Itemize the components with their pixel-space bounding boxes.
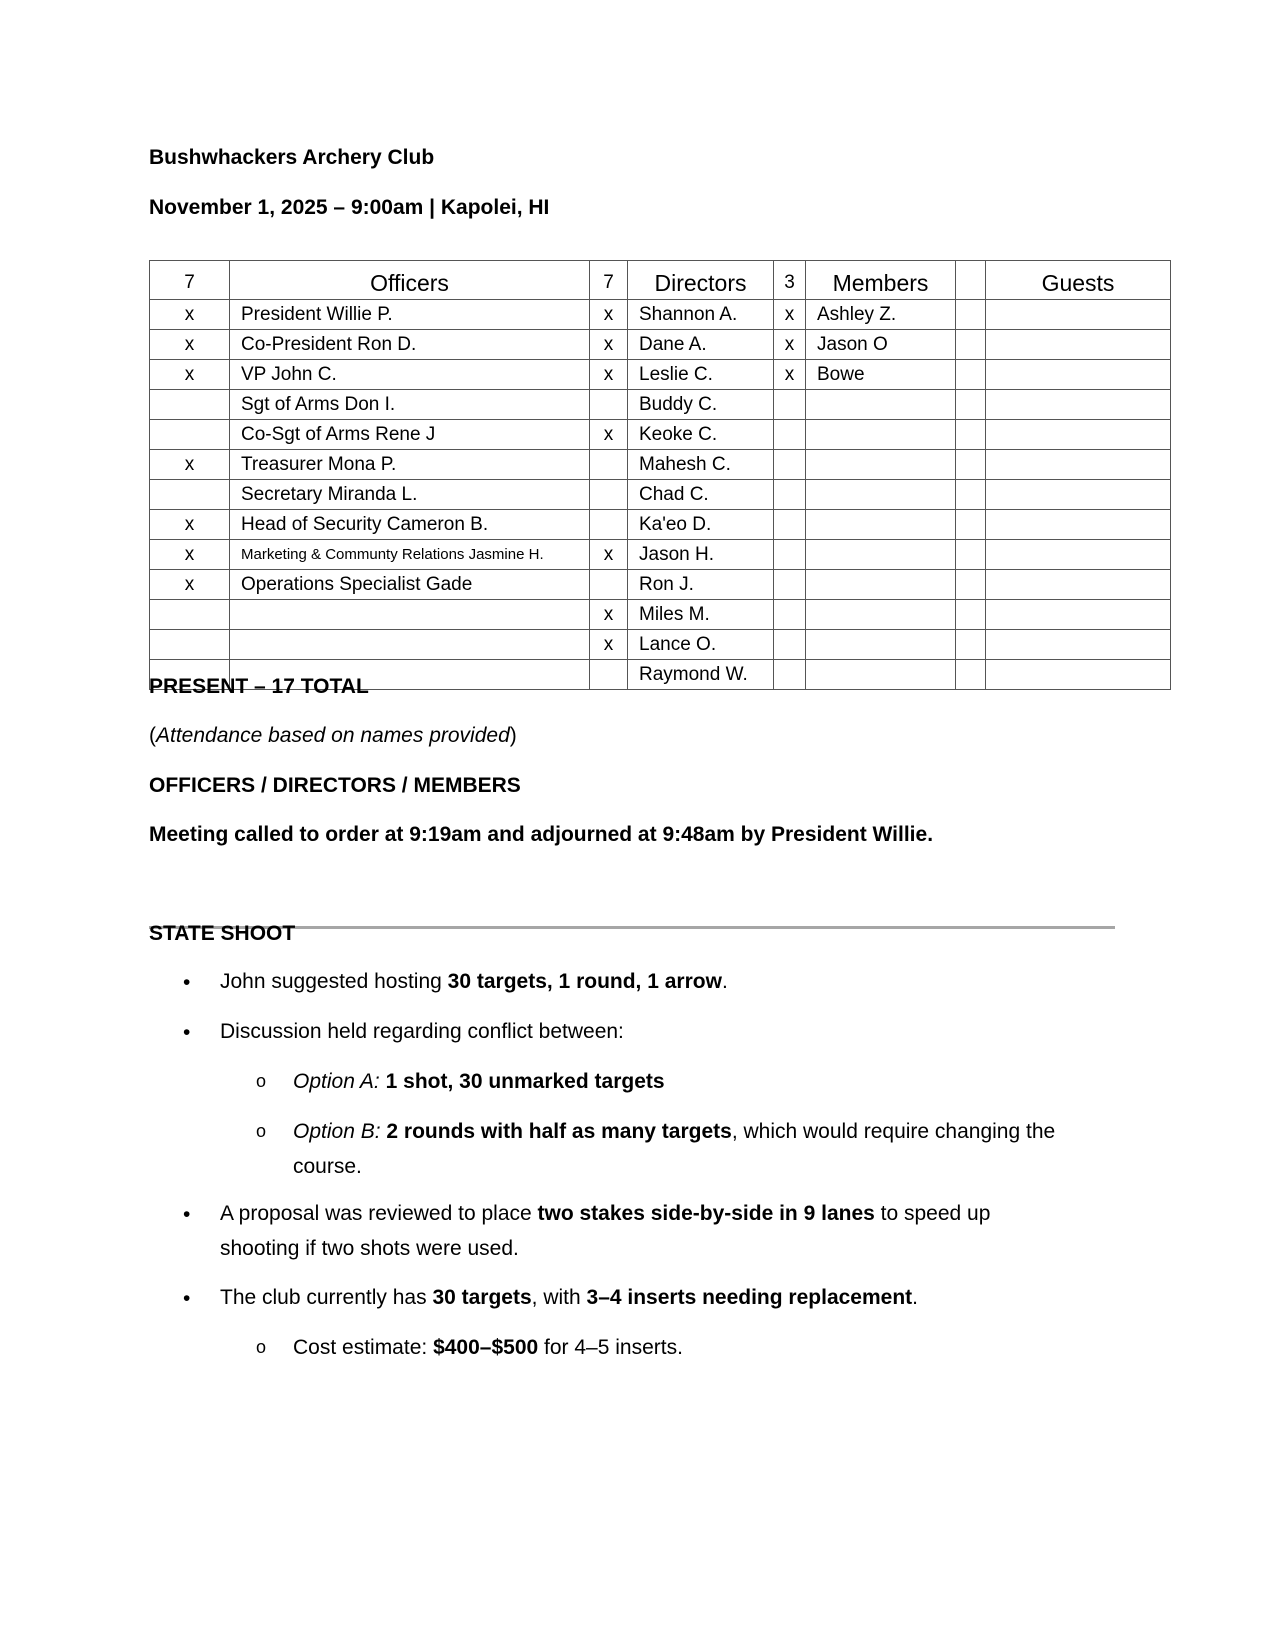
text: to speed up shooting if two shots were used. [220, 1202, 991, 1260]
director-name: Miles M. [628, 600, 774, 630]
bold-text: 3–4 inserts needing replacement [586, 1286, 913, 1309]
guest-name [986, 630, 1171, 660]
text: Cost estimate: [293, 1336, 434, 1359]
present-total: PRESENT – 17 TOTAL [149, 675, 369, 698]
italic-text: Option B: [293, 1120, 381, 1143]
director-mark [590, 390, 628, 420]
member-name: Bowe [806, 360, 956, 390]
director-name: Mahesh C. [628, 450, 774, 480]
member-name [806, 420, 956, 450]
member-name: Ashley Z. [806, 300, 956, 330]
state-shoot-title: STATE SHOOT [149, 922, 296, 945]
officer-mark [150, 630, 230, 660]
member-mark [774, 420, 806, 450]
guest-mark [956, 450, 986, 480]
call-to-order: Meeting called to order at 9:19am and adjourned at 9:48am by President Willie. [149, 823, 934, 846]
member-name [806, 630, 956, 660]
bullet-icon: • [183, 1203, 191, 1226]
table-row [150, 330, 1171, 360]
directors-count: 7 [590, 261, 628, 300]
bold-text: 30 targets, 1 round, 1 arrow [447, 970, 722, 993]
officer-mark [150, 390, 230, 420]
officer-name: Sgt of Arms Don I. [230, 390, 590, 420]
member-mark [774, 600, 806, 630]
officer-mark: x [150, 330, 230, 360]
guest-mark [956, 300, 986, 330]
guest-mark [956, 510, 986, 540]
bold-text: two stakes side-by-side in 9 lanes [537, 1202, 875, 1225]
guest-name [986, 300, 1171, 330]
officer-mark: x [150, 510, 230, 540]
list-item [293, 1114, 1103, 1184]
text: . [721, 970, 728, 993]
text: , with [531, 1286, 587, 1309]
member-mark [774, 510, 806, 540]
guest-name [986, 540, 1171, 570]
guest-name [986, 390, 1171, 420]
member-mark [774, 630, 806, 660]
bold-text: 1 shot, 30 unmarked targets [385, 1070, 665, 1093]
member-mark [774, 450, 806, 480]
guest-mark [956, 660, 986, 690]
director-mark: x [590, 540, 628, 570]
officer-mark [150, 600, 230, 630]
member-name [806, 450, 956, 480]
director-name: Keoke C. [628, 420, 774, 450]
officer-name: Head of Security Cameron B. [230, 510, 590, 540]
member-mark [774, 660, 806, 690]
director-mark [590, 660, 628, 690]
director-mark: x [590, 420, 628, 450]
groups-heading: OFFICERS / DIRECTORS / MEMBERS [149, 774, 521, 797]
guest-name [986, 450, 1171, 480]
director-name: Chad C. [628, 480, 774, 510]
member-name [806, 390, 956, 420]
officers-header: Officers [230, 261, 590, 300]
paren-open: ( [149, 724, 156, 747]
director-name: Dane A. [628, 330, 774, 360]
director-mark [590, 510, 628, 540]
attendance-note [149, 724, 517, 748]
officer-name: Co-President Ron D. [230, 330, 590, 360]
list-item [293, 1064, 1113, 1099]
list-item [220, 1280, 1120, 1315]
text: John suggested hosting [220, 970, 448, 993]
guest-mark [956, 330, 986, 360]
attendance-table [149, 260, 1171, 690]
guests-count [956, 261, 986, 300]
member-mark [774, 540, 806, 570]
guest-name [986, 480, 1171, 510]
officer-name: President Willie P. [230, 300, 590, 330]
paren-close: ) [509, 724, 517, 747]
guest-mark [956, 390, 986, 420]
officer-name [230, 630, 590, 660]
member-name [806, 480, 956, 510]
officers-count: 7 [150, 261, 230, 300]
member-name [806, 660, 956, 690]
list-item [293, 1330, 1113, 1365]
officer-mark [150, 480, 230, 510]
director-name: Lance O. [628, 630, 774, 660]
table-row [150, 510, 1171, 540]
guests-header: Guests [986, 261, 1171, 300]
directors-header: Directors [628, 261, 774, 300]
director-mark [590, 450, 628, 480]
director-mark [590, 570, 628, 600]
director-name: Ron J. [628, 570, 774, 600]
officer-mark: x [150, 360, 230, 390]
officer-mark: x [150, 300, 230, 330]
bold-text: 30 targets [432, 1286, 532, 1309]
bullet-icon: • [183, 1021, 191, 1044]
member-mark: x [774, 300, 806, 330]
officer-name: VP John C. [230, 360, 590, 390]
member-name [806, 510, 956, 540]
guest-name [986, 330, 1171, 360]
guest-mark [956, 600, 986, 630]
table-row [150, 360, 1171, 390]
officer-mark: x [150, 540, 230, 570]
officer-mark [150, 420, 230, 450]
officer-name [230, 600, 590, 630]
director-name: Raymond W. [628, 660, 774, 690]
table-header-row [150, 261, 1171, 300]
list-item: Discussion held regarding conflict between: [220, 1020, 624, 1043]
director-mark: x [590, 600, 628, 630]
officer-mark: x [150, 570, 230, 600]
table-row [150, 540, 1171, 570]
list-item [220, 1196, 1040, 1266]
director-name: Ka'eo D. [628, 510, 774, 540]
director-mark: x [590, 630, 628, 660]
officer-name: Marketing & Communty Relations Jasmine H. [230, 540, 590, 570]
member-mark [774, 480, 806, 510]
meeting-date-location: November 1, 2025 – 9:00am | Kapolei, HI [149, 196, 550, 219]
guest-name [986, 660, 1171, 690]
table-row [150, 570, 1171, 600]
table-row [150, 480, 1171, 510]
guest-name [986, 570, 1171, 600]
guest-name [986, 510, 1171, 540]
table-row [150, 600, 1171, 630]
member-mark: x [774, 330, 806, 360]
text: for 4–5 inserts. [538, 1336, 683, 1359]
bullet-icon: • [183, 1287, 191, 1310]
guest-mark [956, 540, 986, 570]
club-name: Bushwhackers Archery Club [149, 146, 435, 169]
guest-name [986, 600, 1171, 630]
director-mark: x [590, 330, 628, 360]
officer-name: Co-Sgt of Arms Rene J [230, 420, 590, 450]
members-header: Members [806, 261, 956, 300]
text: A proposal was reviewed to place [220, 1202, 538, 1225]
table-row [150, 300, 1171, 330]
guest-name [986, 360, 1171, 390]
table-row [150, 450, 1171, 480]
table-row [150, 630, 1171, 660]
officer-name: Operations Specialist Gade [230, 570, 590, 600]
director-mark: x [590, 360, 628, 390]
member-mark [774, 570, 806, 600]
sub-bullet-icon: o [256, 1121, 267, 1141]
text: . [912, 1286, 918, 1309]
sub-bullet-icon: o [256, 1071, 267, 1091]
list-item [220, 964, 1120, 999]
table-row [150, 420, 1171, 450]
director-mark [590, 480, 628, 510]
member-mark: x [774, 360, 806, 390]
guest-mark [956, 570, 986, 600]
bullet-icon: • [183, 971, 191, 994]
guest-mark [956, 480, 986, 510]
director-name: Buddy C. [628, 390, 774, 420]
officer-name: Treasurer Mona P. [230, 450, 590, 480]
text: The club currently has [220, 1286, 433, 1309]
italic-text: Option A: [293, 1070, 380, 1093]
guest-mark [956, 420, 986, 450]
member-name [806, 600, 956, 630]
director-mark: x [590, 300, 628, 330]
officer-mark: x [150, 450, 230, 480]
table-row [150, 390, 1171, 420]
member-name: Jason O [806, 330, 956, 360]
member-name [806, 570, 956, 600]
bold-text: $400–$500 [433, 1336, 539, 1359]
guest-mark [956, 360, 986, 390]
guest-name [986, 420, 1171, 450]
director-name: Jason H. [628, 540, 774, 570]
text: , which would require changing the course. [293, 1120, 1056, 1178]
director-name: Leslie C. [628, 360, 774, 390]
sub-bullet-icon: o [256, 1337, 267, 1357]
member-mark [774, 390, 806, 420]
guest-mark [956, 630, 986, 660]
attendance-note-text: Attendance based on names provided [156, 724, 510, 747]
members-count: 3 [774, 261, 806, 300]
director-name: Shannon A. [628, 300, 774, 330]
officer-name: Secretary Miranda L. [230, 480, 590, 510]
member-name [806, 540, 956, 570]
bold-text: 2 rounds with half as many targets [386, 1120, 732, 1143]
